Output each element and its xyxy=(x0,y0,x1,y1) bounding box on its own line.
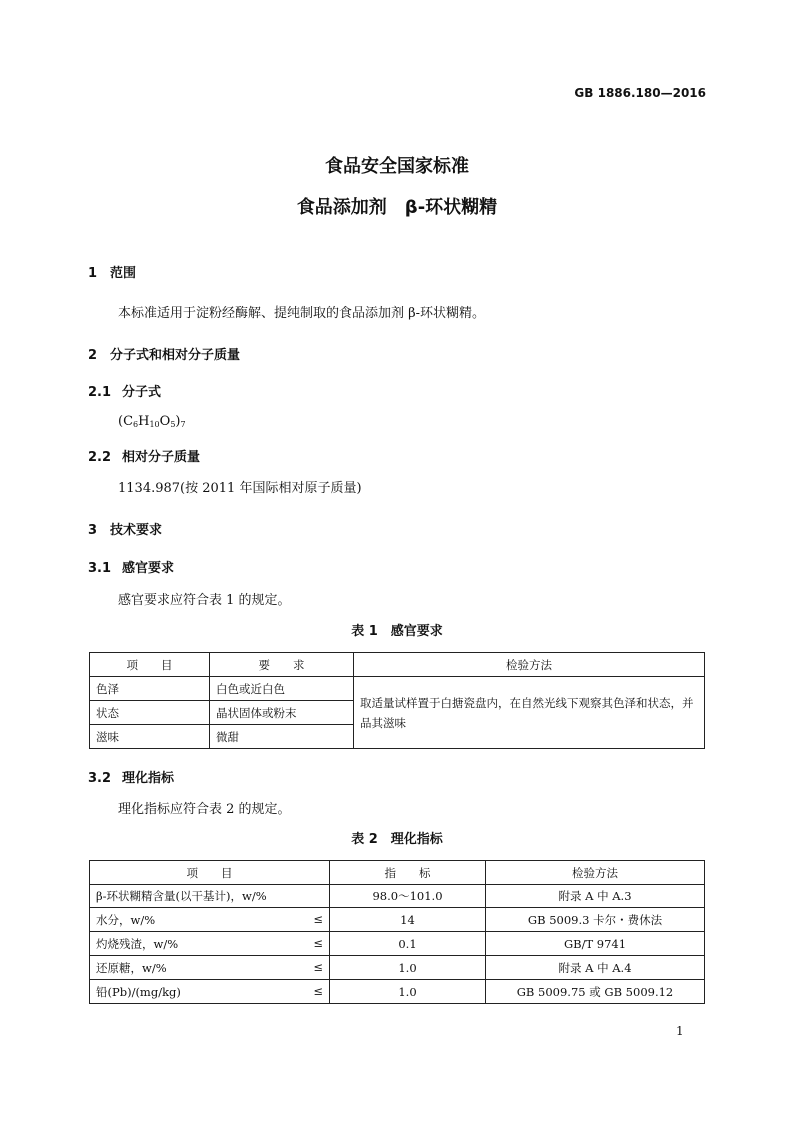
column-header: 指 标 xyxy=(330,861,486,885)
table-row xyxy=(90,932,705,956)
molecular-mass: 1134.987(按 2011 年国际相对原子质量) xyxy=(118,481,362,496)
table-cell-item: β-环状糊精含量(以干基计)，w/% xyxy=(90,885,330,908)
table-row xyxy=(90,980,705,1004)
section-title: 分子式和相对分子质量 xyxy=(110,348,241,363)
table-row xyxy=(90,908,705,932)
document-title: 食品安全国家标准 xyxy=(325,156,469,177)
standard-number: GB 1886.180—2016 xyxy=(574,86,706,100)
section-number: 2 xyxy=(88,348,98,363)
table-cell-value: 0.1 xyxy=(330,932,486,956)
table-cell-item: 水分，w/% ≤ xyxy=(90,908,330,932)
le-symbol: ≤ xyxy=(313,959,323,974)
table-2-physicochemical xyxy=(89,860,705,1004)
section-3-2-heading xyxy=(88,767,174,786)
table-cell-requirement: 白色或近白色 xyxy=(210,677,354,701)
section-title: 相对分子质量 xyxy=(122,450,201,465)
table-1-sensory xyxy=(89,652,705,749)
table-cell-method: GB/T 9741 xyxy=(486,932,705,956)
table-cell-method: 附录 A 中 A.3 xyxy=(486,885,705,908)
table-cell-method: GB 5009.3 卡尔・费休法 xyxy=(486,908,705,932)
section-number: 3 xyxy=(88,523,98,538)
section-number: 3.1 xyxy=(88,561,112,576)
table-cell-item: 铅(Pb)/(mg/kg) ≤ xyxy=(90,980,330,1004)
table-header-row xyxy=(90,653,705,677)
table-cell-item: 还原糖，w/% ≤ xyxy=(90,956,330,980)
section-number: 1 xyxy=(88,266,98,281)
table-cell-item: 状态 xyxy=(90,701,210,725)
table-cell-requirement: 微甜 xyxy=(210,725,354,749)
le-symbol: ≤ xyxy=(313,983,323,998)
table-row xyxy=(90,956,705,980)
column-header: 项 目 xyxy=(90,653,210,677)
column-header: 检验方法 xyxy=(354,653,705,677)
table-cell-value: 98.0～101.0 xyxy=(330,885,486,908)
table-cell-method: 附录 A 中 A.4 xyxy=(486,956,705,980)
table-cell-requirement: 晶状固体或粉末 xyxy=(210,701,354,725)
table-cell-item: 灼烧残渣，w/% ≤ xyxy=(90,932,330,956)
section-3-heading xyxy=(88,519,162,538)
section-title: 理化指标 xyxy=(122,771,175,786)
section-title: 分子式 xyxy=(122,385,162,400)
table-row xyxy=(90,677,705,701)
section-2-heading xyxy=(88,344,240,363)
table-cell-item: 色泽 xyxy=(90,677,210,701)
column-header: 要 求 xyxy=(210,653,354,677)
table-1-caption: 表 1 感官要求 xyxy=(351,624,443,639)
table-cell-value: 1.0 xyxy=(330,956,486,980)
section-number: 2.2 xyxy=(88,450,112,465)
le-symbol: ≤ xyxy=(313,935,323,950)
table-cell-method: GB 5009.75 或 GB 5009.12 xyxy=(486,980,705,1004)
section-1-text: 本标准适用于淀粉经酶解、提纯制取的食品添加剂 β-环状糊精。 xyxy=(118,306,486,321)
section-3-2-text: 理化指标应符合表 2 的规定。 xyxy=(118,802,291,817)
table-cell-item: 滋味 xyxy=(90,725,210,749)
table-row xyxy=(90,885,705,908)
section-title: 技术要求 xyxy=(110,523,163,538)
section-number: 3.2 xyxy=(88,771,112,786)
section-3-1-text: 感官要求应符合表 1 的规定。 xyxy=(118,593,291,608)
column-header: 项 目 xyxy=(90,861,330,885)
table-header-row xyxy=(90,861,705,885)
column-header: 检验方法 xyxy=(486,861,705,885)
section-2-2-heading xyxy=(88,446,200,465)
le-symbol: ≤ xyxy=(313,911,323,926)
document-subtitle: 食品添加剂 β-环状糊精 xyxy=(296,197,498,218)
molecular-formula: $(C_6H_{10}O_5)_7$ xyxy=(118,414,186,429)
section-3-1-heading xyxy=(88,557,174,576)
section-title: 感官要求 xyxy=(122,561,175,576)
table-cell-value: 14 xyxy=(330,908,486,932)
table-2-caption: 表 2 理化指标 xyxy=(351,832,443,847)
section-title: 范围 xyxy=(110,266,137,281)
section-2-1-heading xyxy=(88,381,161,400)
table-cell-value: 1.0 xyxy=(330,980,486,1004)
table-cell-method: 取适量试样置于白搪瓷盘内，在自然光线下观察其色泽和状态，并品其滋味 xyxy=(354,677,705,749)
section-number: 2.1 xyxy=(88,385,112,400)
page-number: 1 xyxy=(676,1024,684,1038)
section-1-heading xyxy=(88,262,136,281)
